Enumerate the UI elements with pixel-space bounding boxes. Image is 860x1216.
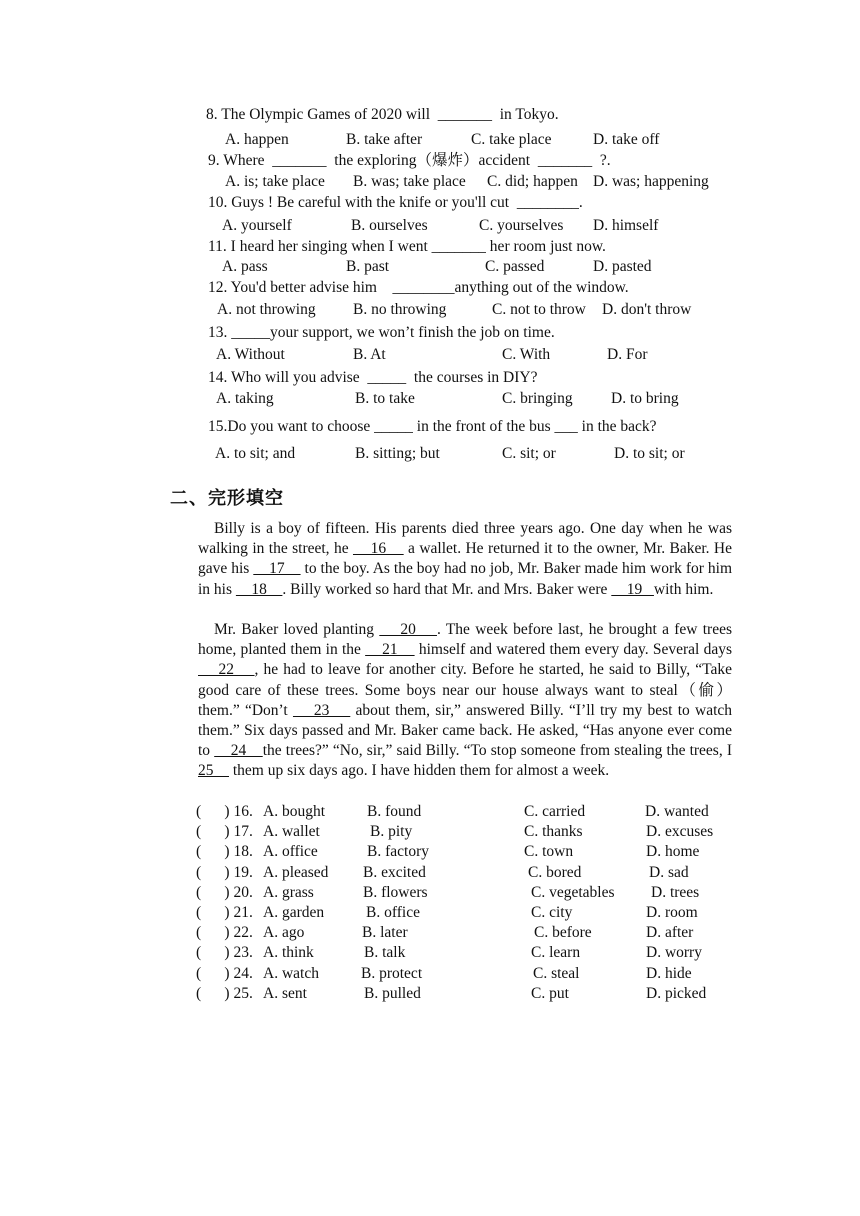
cloze-row-24-option-c: C. steal bbox=[533, 964, 580, 982]
cloze-row-22-option-b: B. later bbox=[362, 924, 408, 942]
cloze-row-20-option-c: C. vegetables bbox=[531, 883, 615, 901]
question-9-stem: 9. Where _______ the exploring（爆炸）accident _______ ?. bbox=[208, 152, 611, 169]
cloze-row-20-option-d: D. trees bbox=[651, 883, 700, 901]
cloze-row-19-option-d: D. sad bbox=[649, 863, 689, 881]
cloze-row-17-number: ( ) 17. bbox=[196, 823, 253, 841]
cloze-row-18-number: ( ) 18. bbox=[196, 843, 253, 861]
cloze-row-17-option-d: D. excuses bbox=[646, 823, 714, 841]
question-14-option-c: C. bringing bbox=[502, 390, 573, 407]
cloze-row-24-option-a: A. watch bbox=[263, 964, 319, 982]
question-10-option-c: C. yourselves bbox=[479, 217, 564, 234]
cloze-row-17-option-c: C. thanks bbox=[524, 823, 583, 841]
cloze-row-21-option-d: D. room bbox=[646, 904, 698, 921]
question-8-option-c: C. take place bbox=[471, 131, 552, 148]
cloze-row-22-number: ( ) 22. bbox=[196, 924, 253, 942]
cloze-row-17-option-b: B. pity bbox=[370, 823, 413, 841]
question-8-option-a: A. happen bbox=[225, 131, 289, 148]
question-13-option-c: C. With bbox=[502, 346, 551, 363]
question-14-option-d: D. to bring bbox=[611, 390, 679, 407]
question-9-option-a: A. is; take place bbox=[225, 173, 325, 190]
cloze-row-24-number: ( ) 24. bbox=[196, 964, 253, 982]
question-13-option-a: A. Without bbox=[216, 346, 285, 363]
cloze-row-16-option-a: A. bought bbox=[263, 803, 325, 820]
cloze-row-19-option-c: C. bored bbox=[528, 863, 582, 881]
question-13-stem: 13. _____your support, we won’t finish the job on time. bbox=[208, 324, 555, 341]
question-12-option-c: C. not to throw bbox=[492, 301, 586, 318]
question-13-option-b: B. At bbox=[353, 346, 386, 363]
cloze-row-22-option-c: C. before bbox=[534, 924, 592, 942]
question-15-option-c: C. sit; or bbox=[502, 445, 556, 462]
cloze-row-23-option-a: A. think bbox=[263, 944, 314, 962]
cloze-row-21-option-b: B. office bbox=[366, 904, 420, 921]
cloze-row-22-option-d: D. after bbox=[646, 924, 694, 942]
question-15-option-b: B. sitting; but bbox=[355, 445, 440, 462]
cloze-row-19-option-b: B. excited bbox=[363, 863, 426, 881]
question-9-option-c: C. did; happen bbox=[487, 173, 578, 190]
cloze-row-20-number: ( ) 20. bbox=[196, 883, 253, 901]
cloze-blank: 21 bbox=[365, 641, 415, 659]
cloze-row-18-option-d: D. home bbox=[646, 843, 700, 861]
question-11-option-a: A. pass bbox=[222, 258, 268, 275]
cloze-row-23-option-d: D. worry bbox=[646, 944, 702, 962]
cloze-row-25-number: ( ) 25. bbox=[196, 984, 253, 1002]
cloze-row-17-option-a: A. wallet bbox=[263, 823, 320, 841]
question-14-stem: 14. Who will you advise _____ the courses in DIY? bbox=[208, 369, 538, 386]
cloze-blank: 25 bbox=[198, 762, 229, 780]
question-10-option-b: B. ourselves bbox=[351, 217, 428, 234]
cloze-blank: 17 bbox=[253, 560, 301, 578]
passage-text: himself and watered them every day. Several days bbox=[414, 641, 733, 659]
question-13-option-d: D. For bbox=[607, 346, 648, 363]
cloze-row-25-option-c: C. put bbox=[531, 984, 569, 1002]
cloze-blank: 24 bbox=[214, 742, 263, 760]
cloze-row-21-option-c: C. city bbox=[531, 904, 573, 921]
question-11-option-c: C. passed bbox=[485, 258, 545, 275]
cloze-row-20-option-a: A. grass bbox=[263, 883, 314, 901]
question-12-option-a: A. not throwing bbox=[217, 301, 316, 318]
cloze-row-20-option-b: B. flowers bbox=[363, 883, 428, 901]
cloze-row-21-option-a: A. garden bbox=[263, 904, 325, 921]
question-10-option-d: D. himself bbox=[593, 217, 659, 234]
cloze-row-19-number: ( ) 19. bbox=[196, 863, 253, 881]
question-15-option-d: D. to sit; or bbox=[614, 445, 685, 462]
cloze-row-24-option-d: D. hide bbox=[646, 964, 692, 982]
cloze-row-18-option-c: C. town bbox=[524, 843, 574, 861]
passage-text: . The week before last, he brought a few trees home, planted them in the bbox=[198, 621, 732, 659]
cloze-blank: 19 bbox=[611, 580, 654, 598]
question-11-option-b: B. past bbox=[346, 258, 390, 275]
passage-text: a wallet. He returned it to the owner, Mr. Baker. He gave his bbox=[198, 540, 733, 578]
question-12-option-d: D. don't throw bbox=[602, 301, 692, 318]
cloze-row-21-number: ( ) 21. bbox=[196, 904, 253, 921]
question-11-stem: 11. I heard her singing when I went _______ her room just now. bbox=[208, 238, 606, 255]
question-15-stem: 15.Do you want to choose _____ in the front of the bus ___ in the back? bbox=[208, 418, 657, 435]
question-10-stem: 10. Guys ! Be careful with the knife or you'll cut ________. bbox=[208, 194, 583, 211]
question-9-option-d: D. was; happening bbox=[593, 173, 709, 190]
passage-text: to the boy. As the boy had no job, Mr. Baker made him work for him in his bbox=[198, 560, 733, 598]
cloze-row-23-number: ( ) 23. bbox=[196, 944, 253, 962]
question-8-option-b: B. take after bbox=[346, 131, 423, 148]
cloze-row-23-option-b: B. talk bbox=[364, 944, 406, 962]
cloze-row-16-option-c: C. carried bbox=[524, 803, 586, 820]
cloze-passage-paragraph-2 bbox=[198, 620, 732, 782]
cloze-row-24-option-b: B. protect bbox=[361, 964, 423, 982]
cloze-row-16-option-b: B. found bbox=[367, 803, 422, 820]
cloze-row-23-option-c: C. learn bbox=[531, 944, 581, 962]
cloze-row-16-option-d: D. wanted bbox=[645, 803, 709, 820]
passage-text: Mr. Baker loved planting bbox=[214, 621, 380, 638]
cloze-blank: 23 bbox=[292, 701, 351, 719]
question-10-option-a: A. yourself bbox=[222, 217, 292, 234]
passage-text: . Billy worked so hard that Mr. and Mrs. Baker were bbox=[282, 580, 612, 598]
cloze-row-16-number: ( ) 16. bbox=[196, 803, 253, 820]
cloze-blank: 16 bbox=[352, 540, 404, 558]
passage-text: about them, sir,” answered Billy. “I’ll try my best to watch them.” Six days passed and Mr. Baker came back. He asked, “Has anyone ever come to bbox=[198, 701, 733, 760]
question-15-option-a: A. to sit; and bbox=[215, 445, 296, 462]
cloze-row-18-option-b: B. factory bbox=[367, 843, 429, 861]
passage-text: the trees?” “No, sir,” said Billy. “To stop someone from stealing the trees, I bbox=[262, 742, 733, 760]
question-14-option-a: A. taking bbox=[216, 390, 274, 407]
passage-text: Billy is a boy of fifteen. His parents died three years ago. One day when he was walking in the street, he bbox=[198, 520, 732, 558]
cloze-row-22-option-a: A. ago bbox=[263, 924, 305, 942]
cloze-blank: 20 bbox=[379, 621, 437, 638]
question-11-option-d: D. pasted bbox=[593, 258, 652, 275]
question-8-option-d: D. take off bbox=[593, 131, 660, 148]
cloze-row-25-option-a: A. sent bbox=[263, 984, 307, 1002]
question-12-stem: 12. You'd better advise him ________anything out of the window. bbox=[208, 279, 629, 296]
cloze-row-19-option-a: A. pleased bbox=[263, 863, 329, 881]
cloze-passage-paragraph-1 bbox=[198, 519, 732, 600]
cloze-row-25-option-b: B. pulled bbox=[364, 984, 421, 1002]
cloze-row-25-option-d: D. picked bbox=[646, 984, 707, 1002]
question-8-stem: 8. The Olympic Games of 2020 will _______ in Tokyo. bbox=[206, 106, 559, 123]
passage-text: them up six days ago. I have hidden them for almost a week. bbox=[229, 762, 610, 780]
cloze-blank: 22 bbox=[198, 661, 255, 679]
passage-text: with him. bbox=[653, 580, 714, 598]
question-12-option-b: B. no throwing bbox=[353, 301, 447, 318]
section-heading-cloze: 二、完形填空 bbox=[170, 488, 284, 509]
cloze-row-18-option-a: A. office bbox=[263, 843, 318, 861]
passage-text: , he had to leave for another city. Before he started, he said to Billy, “Take good care of these trees. Some boys near our house always want to steal（偷） them.” “Don’t bbox=[198, 661, 733, 719]
question-14-option-b: B. to take bbox=[355, 390, 415, 407]
question-9-option-b: B. was; take place bbox=[353, 173, 466, 190]
cloze-blank: 18 bbox=[235, 580, 283, 598]
